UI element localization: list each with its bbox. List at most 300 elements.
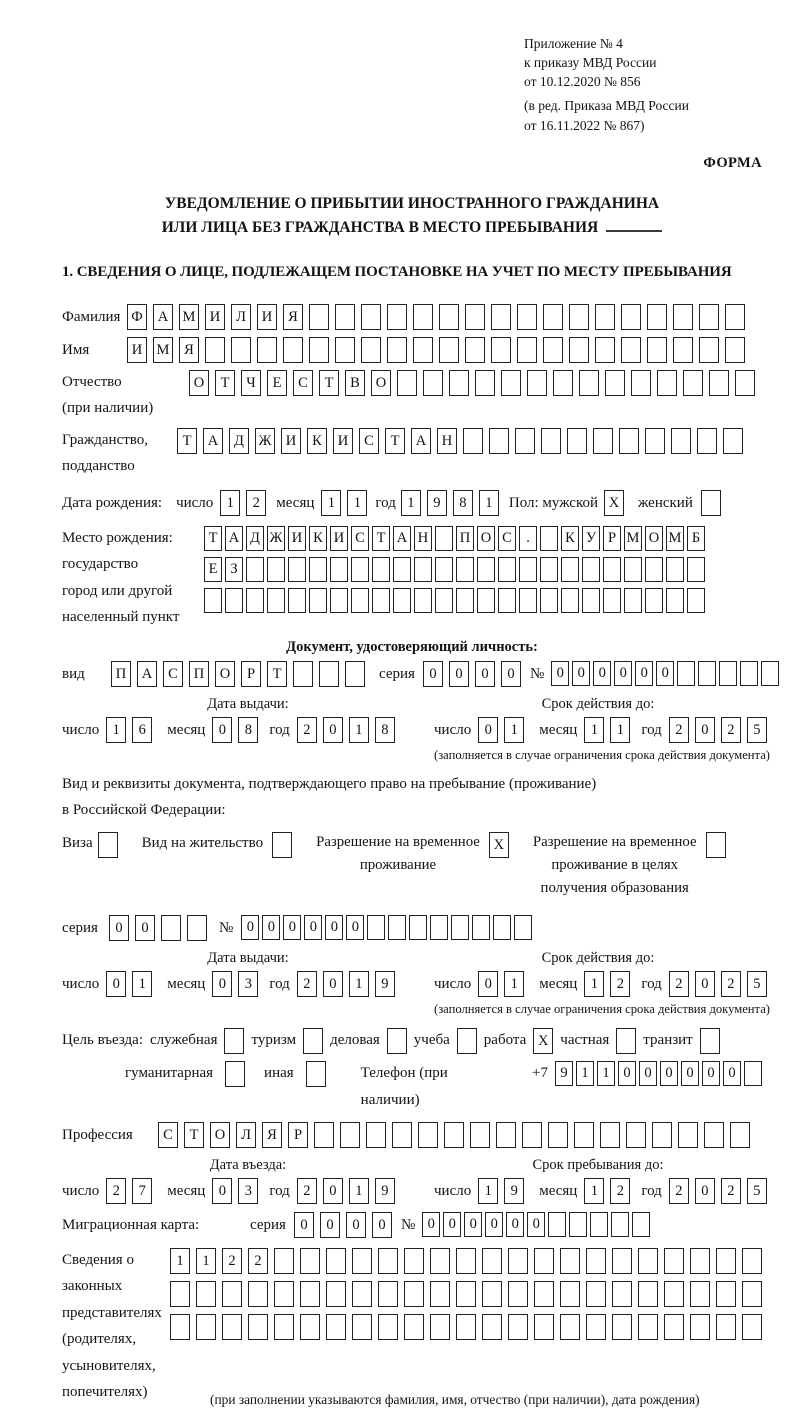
form-cell[interactable]: С — [158, 1122, 178, 1148]
form-cell[interactable] — [582, 588, 600, 613]
form-cell[interactable] — [699, 337, 719, 363]
form-cell[interactable] — [456, 588, 474, 613]
form-cell[interactable]: Е — [267, 370, 287, 396]
form-cell[interactable] — [196, 1314, 216, 1340]
form-cell[interactable] — [652, 1122, 672, 1148]
form-cell[interactable] — [435, 588, 453, 613]
form-cell[interactable] — [267, 588, 285, 613]
form-cell[interactable] — [700, 1028, 720, 1054]
form-cell[interactable]: Р — [603, 526, 621, 551]
form-cell[interactable]: Р — [241, 661, 261, 687]
form-cell[interactable] — [257, 337, 277, 363]
form-cell[interactable] — [267, 557, 285, 582]
form-cell[interactable] — [611, 1212, 629, 1237]
form-cell[interactable]: X — [604, 490, 624, 516]
form-cell[interactable]: П — [456, 526, 474, 551]
form-cell[interactable]: С — [359, 428, 379, 454]
form-cell[interactable] — [671, 428, 691, 454]
form-cell[interactable]: 1 — [584, 971, 604, 997]
form-cell[interactable] — [725, 337, 745, 363]
form-cell[interactable] — [514, 915, 532, 940]
form-cell[interactable] — [534, 1281, 554, 1307]
form-cell[interactable] — [540, 557, 558, 582]
form-cell[interactable] — [430, 915, 448, 940]
form-cell[interactable] — [569, 337, 589, 363]
form-cell[interactable]: П — [189, 661, 209, 687]
form-cell[interactable]: 0 — [323, 971, 343, 997]
form-cell[interactable]: Т — [372, 526, 390, 551]
form-cell[interactable] — [522, 1122, 542, 1148]
form-cell[interactable] — [392, 1122, 412, 1148]
form-cell[interactable] — [326, 1248, 346, 1274]
form-cell[interactable]: 1 — [349, 971, 369, 997]
form-cell[interactable] — [246, 588, 264, 613]
form-cell[interactable]: 0 — [464, 1212, 482, 1237]
form-cell[interactable]: Т — [319, 370, 339, 396]
form-cell[interactable] — [664, 1281, 684, 1307]
form-cell[interactable] — [351, 588, 369, 613]
form-cell[interactable] — [716, 1314, 736, 1340]
form-cell[interactable] — [457, 1028, 477, 1054]
form-cell[interactable]: К — [309, 526, 327, 551]
form-cell[interactable] — [612, 1248, 632, 1274]
form-cell[interactable] — [645, 588, 663, 613]
form-cell[interactable]: 2 — [721, 717, 741, 743]
form-cell[interactable]: 0 — [325, 915, 343, 940]
form-cell[interactable] — [543, 304, 563, 330]
form-cell[interactable] — [548, 1122, 568, 1148]
form-cell[interactable] — [586, 1314, 606, 1340]
form-cell[interactable]: А — [393, 526, 411, 551]
form-cell[interactable]: Л — [236, 1122, 256, 1148]
form-cell[interactable]: 1 — [576, 1061, 594, 1086]
form-cell[interactable] — [409, 915, 427, 940]
form-cell[interactable]: 0 — [478, 971, 498, 997]
form-cell[interactable]: 0 — [478, 717, 498, 743]
form-cell[interactable] — [314, 1122, 334, 1148]
form-cell[interactable]: 0 — [443, 1212, 461, 1237]
form-cell[interactable] — [605, 370, 625, 396]
form-cell[interactable]: 0 — [656, 661, 674, 686]
form-cell[interactable] — [309, 588, 327, 613]
form-cell[interactable] — [303, 1028, 323, 1054]
form-cell[interactable] — [519, 557, 537, 582]
form-cell[interactable] — [527, 370, 547, 396]
form-cell[interactable] — [664, 1314, 684, 1340]
form-cell[interactable] — [372, 588, 390, 613]
form-cell[interactable]: 2 — [610, 971, 630, 997]
form-cell[interactable] — [388, 915, 406, 940]
form-cell[interactable] — [393, 557, 411, 582]
form-cell[interactable]: И — [330, 526, 348, 551]
form-cell[interactable] — [306, 1061, 326, 1087]
form-cell[interactable]: 1 — [132, 971, 152, 997]
form-cell[interactable] — [224, 1028, 244, 1054]
form-cell[interactable] — [465, 337, 485, 363]
form-cell[interactable]: 2 — [669, 971, 689, 997]
form-cell[interactable] — [482, 1314, 502, 1340]
form-cell[interactable] — [330, 557, 348, 582]
form-cell[interactable] — [330, 588, 348, 613]
form-cell[interactable] — [225, 588, 243, 613]
form-cell[interactable] — [491, 304, 511, 330]
form-cell[interactable] — [621, 304, 641, 330]
form-cell[interactable] — [574, 1122, 594, 1148]
form-cell[interactable]: Ж — [267, 526, 285, 551]
form-cell[interactable] — [367, 915, 385, 940]
form-cell[interactable] — [293, 661, 313, 687]
form-cell[interactable] — [678, 1122, 698, 1148]
form-cell[interactable] — [222, 1281, 242, 1307]
form-cell[interactable]: О — [215, 661, 235, 687]
form-cell[interactable] — [482, 1281, 502, 1307]
form-cell[interactable] — [540, 588, 558, 613]
form-cell[interactable] — [569, 304, 589, 330]
form-cell[interactable]: 0 — [475, 661, 495, 687]
form-cell[interactable]: 0 — [346, 915, 364, 940]
form-cell[interactable]: И — [127, 337, 147, 363]
form-cell[interactable]: 1 — [610, 717, 630, 743]
form-cell[interactable] — [187, 915, 207, 941]
form-cell[interactable] — [716, 1248, 736, 1274]
form-cell[interactable]: Я — [262, 1122, 282, 1148]
form-cell[interactable] — [664, 1248, 684, 1274]
form-cell[interactable]: М — [153, 337, 173, 363]
form-cell[interactable] — [744, 1061, 762, 1086]
form-cell[interactable]: О — [189, 370, 209, 396]
form-cell[interactable]: А — [411, 428, 431, 454]
form-cell[interactable] — [621, 337, 641, 363]
form-cell[interactable]: 0 — [372, 1212, 392, 1238]
form-cell[interactable]: М — [179, 304, 199, 330]
form-cell[interactable] — [709, 370, 729, 396]
form-cell[interactable] — [631, 370, 651, 396]
form-cell[interactable] — [690, 1248, 710, 1274]
form-cell[interactable] — [638, 1281, 658, 1307]
form-cell[interactable]: 5 — [747, 717, 767, 743]
form-cell[interactable] — [340, 1122, 360, 1148]
form-cell[interactable] — [645, 557, 663, 582]
form-cell[interactable] — [687, 557, 705, 582]
form-cell[interactable]: 0 — [283, 915, 301, 940]
form-cell[interactable] — [579, 370, 599, 396]
form-cell[interactable] — [319, 661, 339, 687]
form-cell[interactable] — [414, 557, 432, 582]
form-cell[interactable]: С — [498, 526, 516, 551]
form-cell[interactable]: О — [645, 526, 663, 551]
form-cell[interactable]: 1 — [504, 717, 524, 743]
form-cell[interactable]: 1 — [220, 490, 240, 516]
form-cell[interactable]: 2 — [246, 490, 266, 516]
form-cell[interactable]: С — [351, 526, 369, 551]
form-cell[interactable] — [98, 832, 118, 858]
form-cell[interactable]: 0 — [423, 661, 443, 687]
form-cell[interactable] — [430, 1281, 450, 1307]
form-cell[interactable] — [624, 557, 642, 582]
form-cell[interactable]: И — [333, 428, 353, 454]
form-cell[interactable] — [699, 304, 719, 330]
form-cell[interactable]: 2 — [669, 1178, 689, 1204]
form-cell[interactable]: А — [225, 526, 243, 551]
form-cell[interactable]: К — [307, 428, 327, 454]
form-cell[interactable] — [735, 370, 755, 396]
form-cell[interactable]: 0 — [695, 1178, 715, 1204]
form-cell[interactable] — [361, 337, 381, 363]
form-cell[interactable] — [451, 915, 469, 940]
form-cell[interactable]: 1 — [347, 490, 367, 516]
form-cell[interactable] — [534, 1314, 554, 1340]
form-cell[interactable]: 0 — [551, 661, 569, 686]
form-cell[interactable]: 3 — [238, 1178, 258, 1204]
form-cell[interactable] — [435, 526, 453, 551]
form-cell[interactable] — [616, 1028, 636, 1054]
form-cell[interactable] — [498, 557, 516, 582]
form-cell[interactable]: 2 — [669, 717, 689, 743]
form-cell[interactable] — [456, 1281, 476, 1307]
form-cell[interactable] — [326, 1314, 346, 1340]
form-cell[interactable] — [387, 1028, 407, 1054]
form-cell[interactable] — [586, 1248, 606, 1274]
form-cell[interactable]: 6 — [132, 717, 152, 743]
form-cell[interactable]: 2 — [610, 1178, 630, 1204]
form-cell[interactable] — [378, 1248, 398, 1274]
form-cell[interactable]: 0 — [109, 915, 129, 941]
form-cell[interactable]: С — [163, 661, 183, 687]
form-cell[interactable] — [595, 304, 615, 330]
form-cell[interactable] — [326, 1281, 346, 1307]
form-cell[interactable] — [475, 370, 495, 396]
form-cell[interactable]: X — [533, 1028, 553, 1054]
form-cell[interactable] — [690, 1281, 710, 1307]
form-cell[interactable]: Ж — [255, 428, 275, 454]
form-cell[interactable] — [300, 1281, 320, 1307]
form-cell[interactable] — [288, 557, 306, 582]
form-cell[interactable] — [586, 1281, 606, 1307]
form-cell[interactable] — [477, 588, 495, 613]
form-cell[interactable] — [508, 1314, 528, 1340]
form-cell[interactable] — [414, 588, 432, 613]
form-cell[interactable] — [590, 1212, 608, 1237]
form-cell[interactable] — [300, 1314, 320, 1340]
form-cell[interactable]: В — [345, 370, 365, 396]
form-cell[interactable]: 0 — [212, 1178, 232, 1204]
form-cell[interactable]: 0 — [304, 915, 322, 940]
form-cell[interactable] — [274, 1314, 294, 1340]
form-cell[interactable]: 8 — [375, 717, 395, 743]
form-cell[interactable] — [561, 557, 579, 582]
form-cell[interactable] — [489, 428, 509, 454]
form-cell[interactable]: 2 — [721, 1178, 741, 1204]
form-cell[interactable]: 1 — [349, 717, 369, 743]
form-cell[interactable] — [612, 1281, 632, 1307]
form-cell[interactable] — [567, 428, 587, 454]
form-cell[interactable]: X — [489, 832, 509, 858]
form-cell[interactable]: К — [561, 526, 579, 551]
form-cell[interactable] — [231, 337, 251, 363]
form-cell[interactable] — [272, 832, 292, 858]
form-cell[interactable] — [491, 337, 511, 363]
form-cell[interactable] — [647, 304, 667, 330]
form-cell[interactable] — [430, 1248, 450, 1274]
form-cell[interactable]: 1 — [170, 1248, 190, 1274]
form-cell[interactable] — [248, 1314, 268, 1340]
form-cell[interactable]: Я — [179, 337, 199, 363]
form-cell[interactable] — [204, 588, 222, 613]
form-cell[interactable]: 0 — [346, 1212, 366, 1238]
form-cell[interactable] — [470, 1122, 490, 1148]
form-cell[interactable] — [465, 304, 485, 330]
form-cell[interactable] — [534, 1248, 554, 1274]
form-cell[interactable]: 0 — [241, 915, 259, 940]
form-cell[interactable] — [205, 337, 225, 363]
form-cell[interactable] — [560, 1314, 580, 1340]
form-cell[interactable] — [603, 588, 621, 613]
form-cell[interactable] — [603, 557, 621, 582]
form-cell[interactable]: Т — [184, 1122, 204, 1148]
form-cell[interactable]: 0 — [294, 1212, 314, 1238]
form-cell[interactable]: 0 — [618, 1061, 636, 1086]
form-cell[interactable] — [352, 1248, 372, 1274]
form-cell[interactable] — [345, 661, 365, 687]
form-cell[interactable]: 9 — [375, 971, 395, 997]
form-cell[interactable]: 2 — [297, 971, 317, 997]
form-cell[interactable]: 5 — [747, 1178, 767, 1204]
form-cell[interactable]: 0 — [506, 1212, 524, 1237]
form-cell[interactable] — [677, 661, 695, 686]
form-cell[interactable] — [632, 1212, 650, 1237]
form-cell[interactable]: О — [371, 370, 391, 396]
form-cell[interactable] — [397, 370, 417, 396]
form-cell[interactable] — [413, 304, 433, 330]
form-cell[interactable]: З — [225, 557, 243, 582]
form-cell[interactable]: 0 — [422, 1212, 440, 1237]
form-cell[interactable]: 0 — [593, 661, 611, 686]
form-cell[interactable] — [666, 588, 684, 613]
form-cell[interactable] — [657, 370, 677, 396]
form-cell[interactable]: Б — [687, 526, 705, 551]
form-cell[interactable]: 1 — [584, 1178, 604, 1204]
form-cell[interactable] — [553, 370, 573, 396]
form-cell[interactable] — [595, 337, 615, 363]
form-cell[interactable]: С — [293, 370, 313, 396]
form-cell[interactable]: 0 — [695, 717, 715, 743]
form-cell[interactable]: 3 — [238, 971, 258, 997]
form-cell[interactable] — [719, 661, 737, 686]
form-cell[interactable] — [647, 337, 667, 363]
form-cell[interactable] — [706, 832, 726, 858]
form-cell[interactable]: 2 — [297, 1178, 317, 1204]
form-cell[interactable]: 0 — [635, 661, 653, 686]
form-cell[interactable] — [761, 661, 779, 686]
form-cell[interactable]: Т — [215, 370, 235, 396]
form-cell[interactable] — [404, 1314, 424, 1340]
form-cell[interactable] — [645, 428, 665, 454]
form-cell[interactable]: . — [519, 526, 537, 551]
form-cell[interactable]: М — [624, 526, 642, 551]
form-cell[interactable] — [413, 337, 433, 363]
form-cell[interactable] — [404, 1281, 424, 1307]
form-cell[interactable] — [222, 1314, 242, 1340]
form-cell[interactable]: Ф — [127, 304, 147, 330]
form-cell[interactable]: 0 — [212, 971, 232, 997]
form-cell[interactable]: 1 — [479, 490, 499, 516]
form-cell[interactable]: Д — [246, 526, 264, 551]
form-cell[interactable] — [541, 428, 561, 454]
form-cell[interactable]: Т — [177, 428, 197, 454]
form-cell[interactable] — [378, 1314, 398, 1340]
form-cell[interactable]: 0 — [320, 1212, 340, 1238]
form-cell[interactable] — [248, 1281, 268, 1307]
form-cell[interactable]: 0 — [660, 1061, 678, 1086]
form-cell[interactable]: М — [666, 526, 684, 551]
form-cell[interactable]: 0 — [323, 1178, 343, 1204]
form-cell[interactable] — [387, 304, 407, 330]
form-cell[interactable] — [352, 1314, 372, 1340]
form-cell[interactable]: 1 — [106, 717, 126, 743]
form-cell[interactable]: 0 — [135, 915, 155, 941]
form-cell[interactable] — [515, 428, 535, 454]
form-cell[interactable] — [673, 304, 693, 330]
form-cell[interactable]: А — [137, 661, 157, 687]
form-cell[interactable] — [444, 1122, 464, 1148]
form-cell[interactable]: 1 — [196, 1248, 216, 1274]
form-cell[interactable] — [569, 1212, 587, 1237]
form-cell[interactable]: 0 — [527, 1212, 545, 1237]
form-cell[interactable] — [624, 588, 642, 613]
form-cell[interactable]: 0 — [681, 1061, 699, 1086]
form-cell[interactable] — [701, 490, 721, 516]
form-cell[interactable]: Т — [204, 526, 222, 551]
form-cell[interactable]: А — [203, 428, 223, 454]
form-cell[interactable] — [508, 1248, 528, 1274]
form-cell[interactable] — [698, 661, 716, 686]
form-cell[interactable]: И — [281, 428, 301, 454]
form-cell[interactable] — [393, 588, 411, 613]
form-cell[interactable] — [366, 1122, 386, 1148]
form-cell[interactable] — [666, 557, 684, 582]
form-cell[interactable]: 1 — [349, 1178, 369, 1204]
form-cell[interactable] — [404, 1248, 424, 1274]
form-cell[interactable]: И — [257, 304, 277, 330]
form-cell[interactable] — [274, 1248, 294, 1274]
form-cell[interactable] — [309, 304, 329, 330]
form-cell[interactable]: А — [153, 304, 173, 330]
form-cell[interactable] — [683, 370, 703, 396]
form-cell[interactable] — [423, 370, 443, 396]
form-cell[interactable]: 8 — [238, 717, 258, 743]
form-cell[interactable] — [508, 1281, 528, 1307]
form-cell[interactable] — [742, 1248, 762, 1274]
form-cell[interactable] — [288, 588, 306, 613]
form-cell[interactable] — [309, 557, 327, 582]
form-cell[interactable] — [548, 1212, 566, 1237]
form-cell[interactable] — [309, 337, 329, 363]
form-cell[interactable] — [170, 1314, 190, 1340]
form-cell[interactable] — [246, 557, 264, 582]
form-cell[interactable] — [716, 1281, 736, 1307]
form-cell[interactable] — [456, 1314, 476, 1340]
form-cell[interactable]: Е — [204, 557, 222, 582]
form-cell[interactable]: Т — [267, 661, 287, 687]
form-cell[interactable] — [439, 304, 459, 330]
form-cell[interactable]: П — [111, 661, 131, 687]
form-cell[interactable] — [496, 1122, 516, 1148]
form-cell[interactable] — [372, 557, 390, 582]
form-cell[interactable] — [335, 304, 355, 330]
form-cell[interactable] — [283, 337, 303, 363]
form-cell[interactable] — [498, 588, 516, 613]
form-cell[interactable] — [725, 304, 745, 330]
